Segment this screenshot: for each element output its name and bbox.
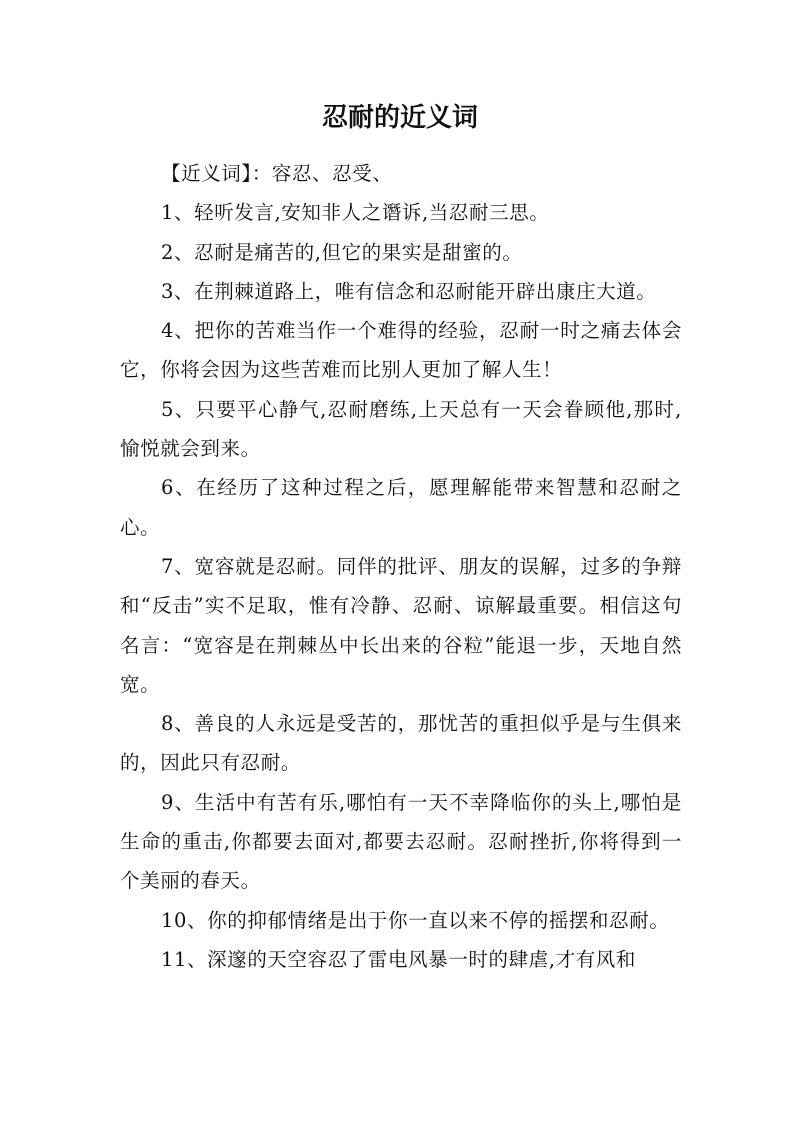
- example-paragraph-8: 8、善良的人永远是受苦的，那忧苦的重担似乎是与生俱来的，因此只有忍耐。: [120, 712, 682, 775]
- synonym-paragraph: 【近义词】：容忍、忍受、: [161, 162, 393, 185]
- page-title: 忍耐的近义词: [321, 103, 478, 133]
- example-paragraph-7: 7、宽容就是忍耐。同伴的批评、朋友的误解，过多的争辩和“反击”实不足取，惟有冷静、忍耐、谅解最重要。相信这句名言：“宽容是在荆棘丛中长出来的谷粒”能退一步，天地自然宽。: [120, 554, 682, 696]
- example-paragraph-6: 6、在经历了这种过程之后，愿理解能带来智慧和忍耐之心。: [120, 476, 682, 539]
- example-paragraph-3: 3、在荆棘道路上，唯有信念和忍耐能开辟出康庄大道。: [161, 279, 657, 303]
- example-paragraph-9: 9、生活中有苦有乐,哪怕有一天不幸降临你的头上,哪怕是生命的重击,你都要去面对,都要去忍耐。忍耐挫折,你将得到一个美丽的春天。: [120, 790, 682, 893]
- example-paragraph-2: 2、忍耐是痛苦的,但它的果实是甜蜜的。: [161, 240, 523, 264]
- document-body: [120, 154, 682, 979]
- example-paragraph-10: 10、你的抑郁情绪是出于你一直以来不停的摇摆和忍耐。: [161, 908, 670, 932]
- example-paragraph-1: 1、轻听发言,安知非人之谮诉,当忍耐三思。: [161, 201, 550, 225]
- example-paragraph-11: 11、深邃的天空容忍了雷电风暴一时的肆虐,才有风和: [161, 947, 637, 971]
- example-paragraph-5: 5、只要平心静气,忍耐磨练,上天总有一天会眷顾他,那时,愉悦就会到来。: [120, 397, 682, 461]
- example-paragraph-4: 4、把你的苦难当作一个难得的经验，忍耐一时之痛去体会它，你将会因为这些苦难而比别人更加了解人生！: [120, 319, 682, 382]
